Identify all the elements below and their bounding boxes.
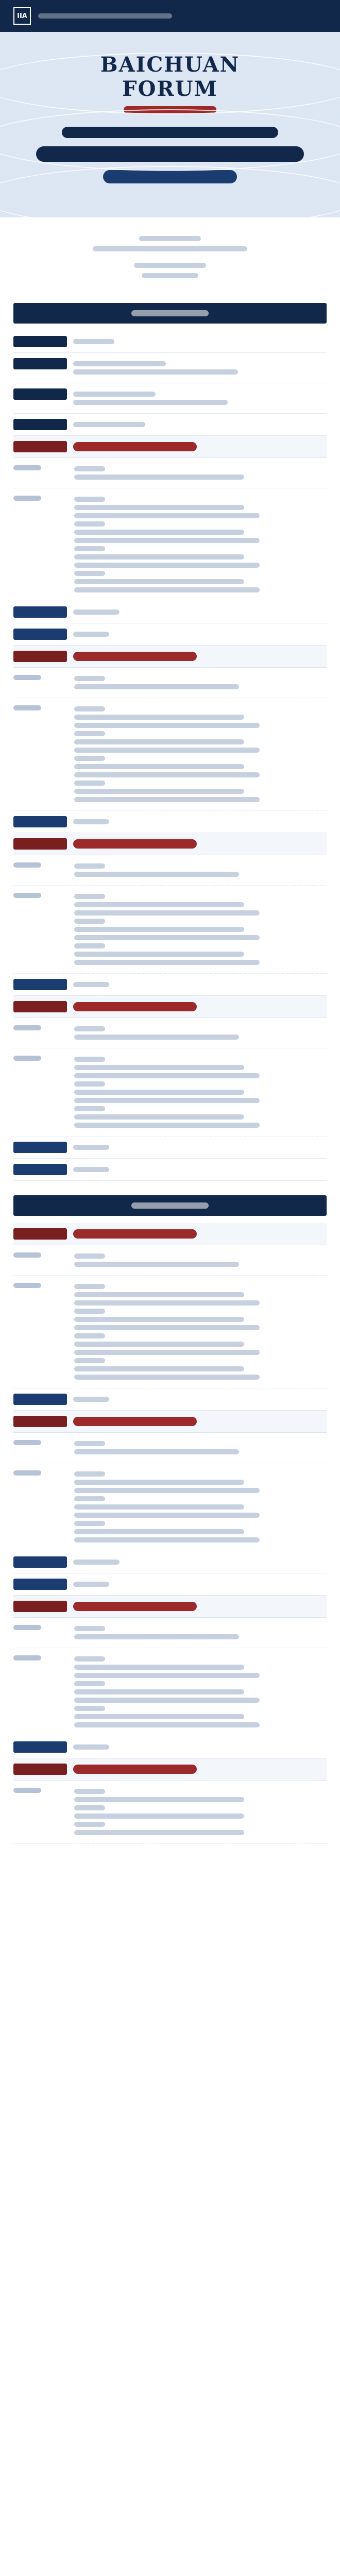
text-placeholder <box>74 1814 244 1819</box>
text-placeholder <box>74 894 105 899</box>
text-placeholder <box>73 982 109 987</box>
text-placeholder <box>74 748 260 753</box>
text-placeholder <box>74 1504 244 1510</box>
text-placeholder <box>74 474 244 480</box>
time-slot-placeholder <box>13 1416 67 1427</box>
text-placeholder <box>74 554 244 560</box>
role-label-placeholder <box>13 1440 41 1445</box>
text-placeholder <box>74 1797 244 1802</box>
session-role <box>13 1245 327 1276</box>
decorative-wave <box>0 166 340 217</box>
institute-logo-icon: IIA <box>13 7 31 25</box>
text-placeholder <box>73 1145 109 1150</box>
event-info-block <box>0 217 340 289</box>
decorative-wave <box>0 109 340 171</box>
text-placeholder <box>74 935 260 940</box>
text-placeholder <box>74 943 105 948</box>
role-label-placeholder <box>13 496 41 501</box>
session-header <box>13 1596 327 1618</box>
program-row <box>13 331 327 353</box>
text-placeholder <box>74 1789 105 1794</box>
text-placeholder <box>74 1634 239 1639</box>
session-title-placeholder <box>73 442 197 451</box>
time-slot-placeholder <box>13 1142 67 1153</box>
session-role <box>13 886 327 974</box>
session-role <box>13 1018 327 1048</box>
text-placeholder <box>74 1529 244 1534</box>
text-placeholder <box>74 1830 244 1835</box>
text-placeholder <box>74 1114 244 1120</box>
text-placeholder <box>74 739 244 744</box>
text-placeholder <box>74 1626 105 1631</box>
text-placeholder <box>74 1358 105 1363</box>
text-placeholder <box>74 1292 244 1297</box>
text-placeholder <box>74 1449 239 1454</box>
time-slot-placeholder <box>13 606 67 618</box>
role-label-placeholder <box>13 1788 41 1793</box>
text-placeholder <box>73 339 114 344</box>
session-role <box>13 488 327 601</box>
text-placeholder <box>74 927 244 932</box>
role-label-placeholder <box>13 675 41 680</box>
text-placeholder <box>74 1262 239 1267</box>
role-label-placeholder <box>13 705 41 710</box>
text-placeholder <box>74 505 244 510</box>
text-placeholder <box>73 1167 109 1172</box>
text-placeholder <box>74 1471 105 1477</box>
text-placeholder <box>74 530 244 535</box>
program-row <box>13 1388 327 1411</box>
day-1-banner <box>13 303 327 324</box>
text-placeholder <box>74 772 260 777</box>
session-role <box>13 1781 327 1844</box>
text-placeholder <box>74 1521 105 1526</box>
text-placeholder <box>74 919 105 924</box>
text-placeholder <box>74 1441 105 1446</box>
text-placeholder <box>74 1513 260 1518</box>
text-placeholder <box>74 546 105 551</box>
text-placeholder <box>74 960 260 965</box>
session-header <box>13 646 327 668</box>
time-slot-placeholder <box>13 441 67 452</box>
text-placeholder <box>74 1090 244 1095</box>
text-placeholder <box>74 579 244 584</box>
session-title-placeholder <box>73 1229 197 1239</box>
hero-banner <box>0 32 340 217</box>
time-slot-placeholder <box>13 1394 67 1405</box>
text-placeholder <box>74 781 105 786</box>
text-placeholder <box>74 1325 260 1330</box>
text-placeholder <box>74 1681 105 1686</box>
text-placeholder <box>74 1123 260 1128</box>
text-placeholder <box>74 1065 244 1070</box>
top-header-band <box>0 0 340 32</box>
day-1-program <box>0 331 340 1181</box>
text-placeholder <box>74 715 244 720</box>
role-label-placeholder <box>13 862 41 868</box>
institute-name-placeholder <box>38 13 172 19</box>
event-location-placeholder <box>142 273 198 278</box>
text-placeholder <box>74 497 105 502</box>
time-slot-placeholder <box>13 651 67 662</box>
time-slot-placeholder <box>13 358 67 369</box>
text-placeholder <box>74 952 244 957</box>
session-role <box>13 1618 327 1648</box>
role-label-placeholder <box>13 1655 41 1660</box>
time-slot-placeholder <box>13 629 67 640</box>
organizer-name-placeholder <box>93 246 247 251</box>
role-label-placeholder <box>13 1025 41 1030</box>
time-slot-placeholder <box>13 1764 67 1775</box>
text-placeholder <box>74 1656 105 1662</box>
session-role <box>13 1463 327 1551</box>
session-role <box>13 855 327 886</box>
text-placeholder <box>74 466 105 471</box>
text-placeholder <box>74 1480 244 1485</box>
text-placeholder <box>73 369 238 375</box>
text-placeholder <box>74 1035 239 1040</box>
text-placeholder <box>74 1098 260 1103</box>
role-label-placeholder <box>13 1283 41 1288</box>
day-2-program <box>0 1223 340 1844</box>
text-placeholder <box>74 1317 244 1322</box>
time-slot-placeholder <box>13 1228 67 1240</box>
text-placeholder <box>74 1375 260 1380</box>
role-label-placeholder <box>13 1252 41 1258</box>
session-role <box>13 1648 327 1736</box>
text-placeholder <box>74 1722 260 1727</box>
role-label-placeholder <box>13 465 41 470</box>
text-placeholder <box>74 764 244 769</box>
session-role <box>13 1048 327 1137</box>
session-header <box>13 1758 327 1781</box>
text-placeholder <box>74 910 260 916</box>
text-placeholder <box>74 902 244 907</box>
time-slot-placeholder <box>13 1001 67 1012</box>
text-placeholder <box>74 863 105 869</box>
text-placeholder <box>73 609 120 615</box>
text-placeholder <box>74 1026 105 1031</box>
role-label-placeholder <box>13 1470 41 1476</box>
event-date-placeholder <box>134 263 206 268</box>
text-placeholder <box>74 1309 105 1314</box>
program-row <box>13 383 327 414</box>
role-label-placeholder <box>13 1625 41 1630</box>
role-label-placeholder <box>13 893 41 898</box>
program-row <box>13 414 327 436</box>
text-placeholder <box>74 1673 260 1678</box>
text-placeholder <box>74 1689 244 1694</box>
text-placeholder <box>74 684 239 689</box>
text-placeholder <box>74 731 105 736</box>
text-placeholder <box>73 400 228 405</box>
session-role <box>13 698 327 811</box>
text-placeholder <box>74 1488 260 1493</box>
organizer-placeholder <box>139 236 201 241</box>
text-placeholder <box>74 1300 260 1306</box>
text-placeholder <box>74 513 260 518</box>
program-row <box>13 601 327 623</box>
time-slot-placeholder <box>13 1579 67 1590</box>
session-role <box>13 668 327 698</box>
text-placeholder <box>74 1706 105 1711</box>
program-row <box>13 811 327 833</box>
text-placeholder <box>74 1714 244 1719</box>
text-placeholder <box>74 563 260 568</box>
day-1-label-placeholder <box>131 310 209 316</box>
time-slot-placeholder <box>13 419 67 430</box>
text-placeholder <box>74 723 260 728</box>
text-placeholder <box>73 422 145 427</box>
session-title-placeholder <box>73 1002 197 1011</box>
text-placeholder <box>74 521 105 527</box>
text-placeholder <box>74 1073 260 1078</box>
session-title-placeholder <box>73 652 197 661</box>
session-header <box>13 833 327 855</box>
text-placeholder <box>74 1333 105 1338</box>
session-role <box>13 1433 327 1463</box>
text-placeholder <box>74 1805 105 1810</box>
text-placeholder <box>74 571 105 576</box>
text-placeholder <box>73 632 109 637</box>
text-placeholder <box>73 1744 109 1750</box>
text-placeholder <box>74 756 105 761</box>
role-label-placeholder <box>13 1056 41 1061</box>
text-placeholder <box>73 361 166 366</box>
decorative-wave <box>0 53 340 114</box>
program-row <box>13 353 327 383</box>
program-row <box>13 1551 327 1573</box>
text-placeholder <box>74 1366 244 1371</box>
time-slot-placeholder <box>13 816 67 827</box>
text-placeholder <box>74 706 105 711</box>
session-role <box>13 458 327 488</box>
text-placeholder <box>74 676 105 681</box>
session-title-placeholder <box>73 839 197 849</box>
time-slot-placeholder <box>13 1556 67 1568</box>
text-placeholder <box>73 819 109 824</box>
time-slot-placeholder <box>13 1601 67 1612</box>
text-placeholder <box>74 1822 105 1827</box>
program-row <box>13 623 327 646</box>
program-row <box>13 1573 327 1596</box>
text-placeholder <box>74 789 244 794</box>
session-header <box>13 996 327 1018</box>
session-header <box>13 1411 327 1433</box>
text-placeholder <box>74 872 239 877</box>
time-slot-placeholder <box>13 388 67 400</box>
day-2-label-placeholder <box>131 1202 209 1209</box>
text-placeholder <box>74 538 260 543</box>
text-placeholder <box>74 1284 105 1289</box>
text-placeholder <box>74 1057 105 1062</box>
text-placeholder <box>74 1665 244 1670</box>
session-header <box>13 436 327 458</box>
text-placeholder <box>74 1081 105 1087</box>
day-2-banner <box>13 1195 327 1216</box>
time-slot-placeholder <box>13 1164 67 1175</box>
program-row <box>13 974 327 996</box>
forum-brand-icon: BAICHUAN FORUM <box>100 53 240 101</box>
text-placeholder <box>74 1106 105 1111</box>
time-slot-placeholder <box>13 979 67 990</box>
text-placeholder <box>74 797 260 802</box>
program-row <box>13 1137 327 1159</box>
text-placeholder <box>74 587 260 592</box>
time-slot-placeholder <box>13 336 67 347</box>
text-placeholder <box>74 1253 105 1259</box>
session-role <box>13 1276 327 1388</box>
text-placeholder <box>73 1582 109 1587</box>
session-title-placeholder <box>73 1602 197 1611</box>
text-placeholder <box>73 1397 109 1402</box>
session-header <box>13 1223 327 1245</box>
time-slot-placeholder <box>13 1741 67 1753</box>
text-placeholder <box>74 1537 260 1543</box>
text-placeholder <box>74 1698 260 1703</box>
program-row <box>13 1736 327 1758</box>
text-placeholder <box>73 1560 120 1565</box>
program-row <box>13 1159 327 1181</box>
time-slot-placeholder <box>13 838 67 850</box>
text-placeholder <box>74 1342 244 1347</box>
text-placeholder <box>74 1350 260 1355</box>
text-placeholder <box>73 392 156 397</box>
session-title-placeholder <box>73 1417 197 1426</box>
text-placeholder <box>74 1496 105 1501</box>
session-title-placeholder <box>73 1765 197 1774</box>
